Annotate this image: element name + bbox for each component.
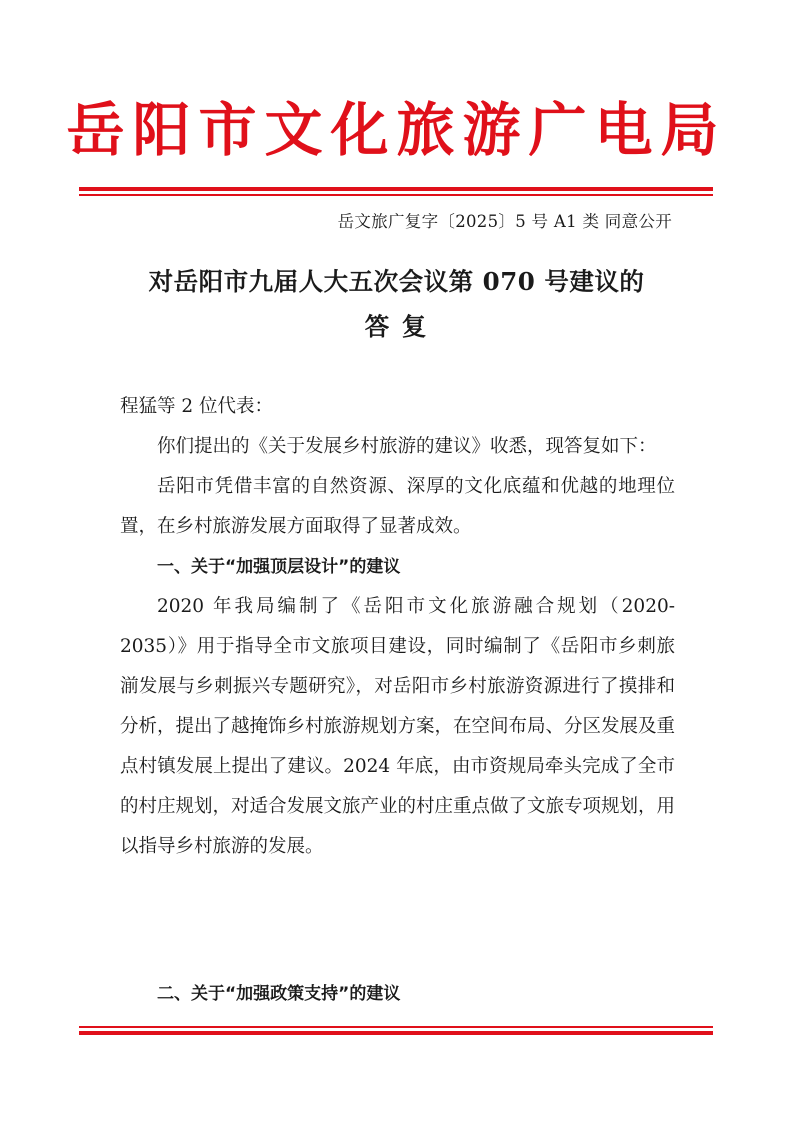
document-number: 岳文旅广复字〔2025〕5 号 A1 类 同意公开: [337, 212, 672, 231]
section-heading-1: 一、关于“加强顶层设计”的建议: [157, 557, 401, 577]
paragraph-intro: 岳阳市凭借丰富的自然资源、深厚的文化底蕴和优越的地理位置，在乡村旅游发展方面取得了显著成效。: [120, 476, 675, 537]
salutation: 程猛等 2 位代表：: [120, 396, 274, 417]
header-rule-thin: [79, 194, 713, 196]
document-title: 对岳阳市九届人大五次会议第 070 号建议的: [148, 267, 645, 296]
section-heading-2: 二、关于“加强政策支持”的建议: [157, 984, 401, 1004]
paragraph-receipt: 你们提出的《关于发展乡村旅游的建议》收悉，现答复如下：: [157, 436, 657, 457]
header-rule-thick: [79, 187, 713, 191]
document-title-reply: 答 复: [364, 312, 429, 341]
agency-masthead: 岳阳市文化旅游广电局: [66, 96, 727, 164]
document-body: [120, 387, 675, 867]
footer-rule-thin: [79, 1026, 713, 1028]
footer-rule-thick: [79, 1031, 713, 1035]
paragraph-section-1: 2020 年我局编制了《岳阳市文化旅游融合规划（2020-2035）》用于指导全市文旅项目建设，同时编制了《岳阳市乡刺旅湔发展与乡刺振兴专题研究》，对岳阳市乡村旅游资源进行了摸排和分析，提出了越掩饰乡村旅游规划方案，在空间布局、分区发展及重点村镇发展上提出了建议。2024 年底，由市资规局牵头完成了全市的村庄规划，对适合发展文旅产业的村庄重点做了文旅专项规划，用以指导乡村旅游的发展。: [120, 596, 676, 857]
